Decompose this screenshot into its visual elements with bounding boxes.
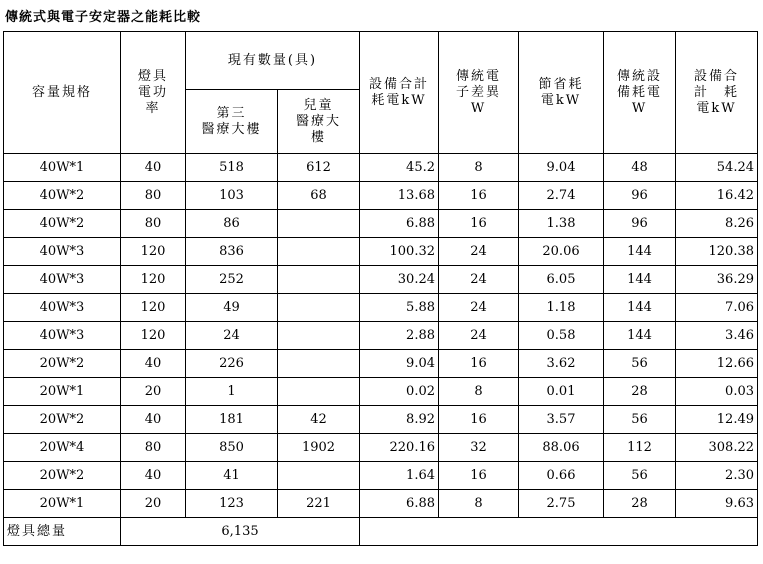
cell-trad-w: 144 (604, 266, 676, 294)
cell-children-qty (278, 462, 360, 490)
cell-spec: 40W*2 (4, 210, 121, 238)
cell-equip-total-kw: 120.38 (676, 238, 758, 266)
cell-building3-qty: 86 (186, 210, 278, 238)
cell-building3-qty: 1 (186, 378, 278, 406)
cell-total-kw: 6.88 (360, 490, 439, 518)
cell-saving-kw: 2.74 (519, 182, 604, 210)
cell-power: 40 (121, 350, 186, 378)
cell-equip-total-kw: 12.66 (676, 350, 758, 378)
cell-trad-w: 144 (604, 294, 676, 322)
total-empty (360, 518, 758, 546)
cell-children-qty (278, 378, 360, 406)
cell-diff-w: 16 (439, 462, 519, 490)
cell-building3-qty: 103 (186, 182, 278, 210)
cell-total-kw: 220.16 (360, 434, 439, 462)
cell-building3-qty: 49 (186, 294, 278, 322)
table-row (4, 434, 758, 462)
cell-power: 120 (121, 294, 186, 322)
cell-children-qty (278, 210, 360, 238)
cell-diff-w: 16 (439, 182, 519, 210)
header-diff-w: 傳統電 子差異 W (439, 32, 519, 154)
cell-spec: 40W*1 (4, 154, 121, 182)
cell-total-kw: 9.04 (360, 350, 439, 378)
cell-trad-w: 96 (604, 210, 676, 238)
cell-total-kw: 30.24 (360, 266, 439, 294)
cell-building3-qty: 252 (186, 266, 278, 294)
cell-power: 80 (121, 182, 186, 210)
table-row (4, 490, 758, 518)
cell-diff-w: 8 (439, 378, 519, 406)
cell-saving-kw: 88.06 (519, 434, 604, 462)
cell-children-qty (278, 350, 360, 378)
cell-children-qty (278, 322, 360, 350)
cell-building3-qty: 850 (186, 434, 278, 462)
cell-spec: 20W*2 (4, 462, 121, 490)
cell-spec: 20W*2 (4, 350, 121, 378)
cell-building3-qty: 181 (186, 406, 278, 434)
table-row (4, 294, 758, 322)
cell-spec: 20W*2 (4, 406, 121, 434)
table-row (4, 210, 758, 238)
cell-saving-kw: 3.62 (519, 350, 604, 378)
header-row-1 (4, 32, 758, 90)
cell-trad-w: 28 (604, 378, 676, 406)
cell-spec: 40W*3 (4, 322, 121, 350)
cell-trad-w: 144 (604, 238, 676, 266)
table-row (4, 378, 758, 406)
cell-power: 80 (121, 210, 186, 238)
cell-trad-w: 56 (604, 350, 676, 378)
cell-equip-total-kw: 2.30 (676, 462, 758, 490)
cell-power: 20 (121, 490, 186, 518)
cell-trad-w: 28 (604, 490, 676, 518)
cell-trad-w: 56 (604, 406, 676, 434)
cell-power: 120 (121, 238, 186, 266)
cell-building3-qty: 123 (186, 490, 278, 518)
cell-saving-kw: 2.75 (519, 490, 604, 518)
total-label: 燈具總量 (4, 518, 121, 546)
cell-diff-w: 24 (439, 294, 519, 322)
cell-equip-total-kw: 308.22 (676, 434, 758, 462)
cell-saving-kw: 0.58 (519, 322, 604, 350)
cell-building3-qty: 836 (186, 238, 278, 266)
table-row (4, 322, 758, 350)
table-row (4, 182, 758, 210)
header-children: 兒童 醫療大 樓 (278, 90, 360, 154)
cell-diff-w: 32 (439, 434, 519, 462)
cell-power: 120 (121, 322, 186, 350)
cell-equip-total-kw: 7.06 (676, 294, 758, 322)
cell-power: 20 (121, 378, 186, 406)
cell-power: 40 (121, 462, 186, 490)
cell-trad-w: 96 (604, 182, 676, 210)
header-trad-w: 傳統設 備耗電 W (604, 32, 676, 154)
cell-trad-w: 112 (604, 434, 676, 462)
cell-diff-w: 16 (439, 406, 519, 434)
cell-children-qty: 68 (278, 182, 360, 210)
header-power: 燈具 電功 率 (121, 32, 186, 154)
header-equip-total-kw: 設備合 計 耗 電kW (676, 32, 758, 154)
cell-total-kw: 0.02 (360, 378, 439, 406)
cell-trad-w: 56 (604, 462, 676, 490)
cell-equip-total-kw: 3.46 (676, 322, 758, 350)
cell-diff-w: 24 (439, 322, 519, 350)
header-building3: 第三 醫療大樓 (186, 90, 278, 154)
cell-equip-total-kw: 9.63 (676, 490, 758, 518)
cell-total-kw: 100.32 (360, 238, 439, 266)
cell-building3-qty: 24 (186, 322, 278, 350)
cell-saving-kw: 6.05 (519, 266, 604, 294)
energy-comparison-table (3, 31, 758, 546)
cell-equip-total-kw: 0.03 (676, 378, 758, 406)
table-row (4, 238, 758, 266)
table-row (4, 462, 758, 490)
cell-spec: 20W*1 (4, 490, 121, 518)
cell-diff-w: 24 (439, 238, 519, 266)
cell-diff-w: 8 (439, 490, 519, 518)
cell-saving-kw: 0.66 (519, 462, 604, 490)
cell-diff-w: 16 (439, 210, 519, 238)
cell-spec: 40W*3 (4, 266, 121, 294)
cell-building3-qty: 226 (186, 350, 278, 378)
cell-saving-kw: 20.06 (519, 238, 604, 266)
cell-saving-kw: 3.57 (519, 406, 604, 434)
document-title: 傳統式與電子安定器之能耗比較 (5, 10, 202, 25)
cell-trad-w: 48 (604, 154, 676, 182)
cell-saving-kw: 9.04 (519, 154, 604, 182)
table-row (4, 406, 758, 434)
total-row (4, 518, 758, 546)
header-saving-kw: 節省耗 電kW (519, 32, 604, 154)
cell-power: 40 (121, 154, 186, 182)
cell-power: 80 (121, 434, 186, 462)
cell-children-qty (278, 266, 360, 294)
cell-power: 120 (121, 266, 186, 294)
cell-children-qty: 612 (278, 154, 360, 182)
cell-total-kw: 2.88 (360, 322, 439, 350)
cell-spec: 20W*1 (4, 378, 121, 406)
table-row (4, 154, 758, 182)
header-spec: 容量規格 (4, 32, 121, 154)
cell-power: 40 (121, 406, 186, 434)
cell-children-qty (278, 238, 360, 266)
header-total-kw: 設備合計 耗電kW (360, 32, 439, 154)
table-row (4, 350, 758, 378)
cell-total-kw: 6.88 (360, 210, 439, 238)
cell-equip-total-kw: 54.24 (676, 154, 758, 182)
cell-equip-total-kw: 8.26 (676, 210, 758, 238)
cell-diff-w: 24 (439, 266, 519, 294)
cell-total-kw: 1.64 (360, 462, 439, 490)
cell-equip-total-kw: 36.29 (676, 266, 758, 294)
cell-saving-kw: 1.18 (519, 294, 604, 322)
cell-total-kw: 5.88 (360, 294, 439, 322)
cell-spec: 40W*3 (4, 294, 121, 322)
cell-saving-kw: 0.01 (519, 378, 604, 406)
cell-building3-qty: 518 (186, 154, 278, 182)
cell-diff-w: 16 (439, 350, 519, 378)
cell-equip-total-kw: 16.42 (676, 182, 758, 210)
cell-children-qty: 1902 (278, 434, 360, 462)
header-current-qty: 現有數量(具) (186, 32, 360, 90)
cell-saving-kw: 1.38 (519, 210, 604, 238)
cell-trad-w: 144 (604, 322, 676, 350)
cell-building3-qty: 41 (186, 462, 278, 490)
cell-children-qty: 221 (278, 490, 360, 518)
cell-spec: 20W*4 (4, 434, 121, 462)
cell-equip-total-kw: 12.49 (676, 406, 758, 434)
cell-total-kw: 8.92 (360, 406, 439, 434)
cell-diff-w: 8 (439, 154, 519, 182)
cell-total-kw: 45.2 (360, 154, 439, 182)
cell-total-kw: 13.68 (360, 182, 439, 210)
cell-spec: 40W*3 (4, 238, 121, 266)
cell-spec: 40W*2 (4, 182, 121, 210)
cell-children-qty: 42 (278, 406, 360, 434)
table-row (4, 266, 758, 294)
cell-children-qty (278, 294, 360, 322)
total-qty: 6,135 (121, 518, 360, 546)
